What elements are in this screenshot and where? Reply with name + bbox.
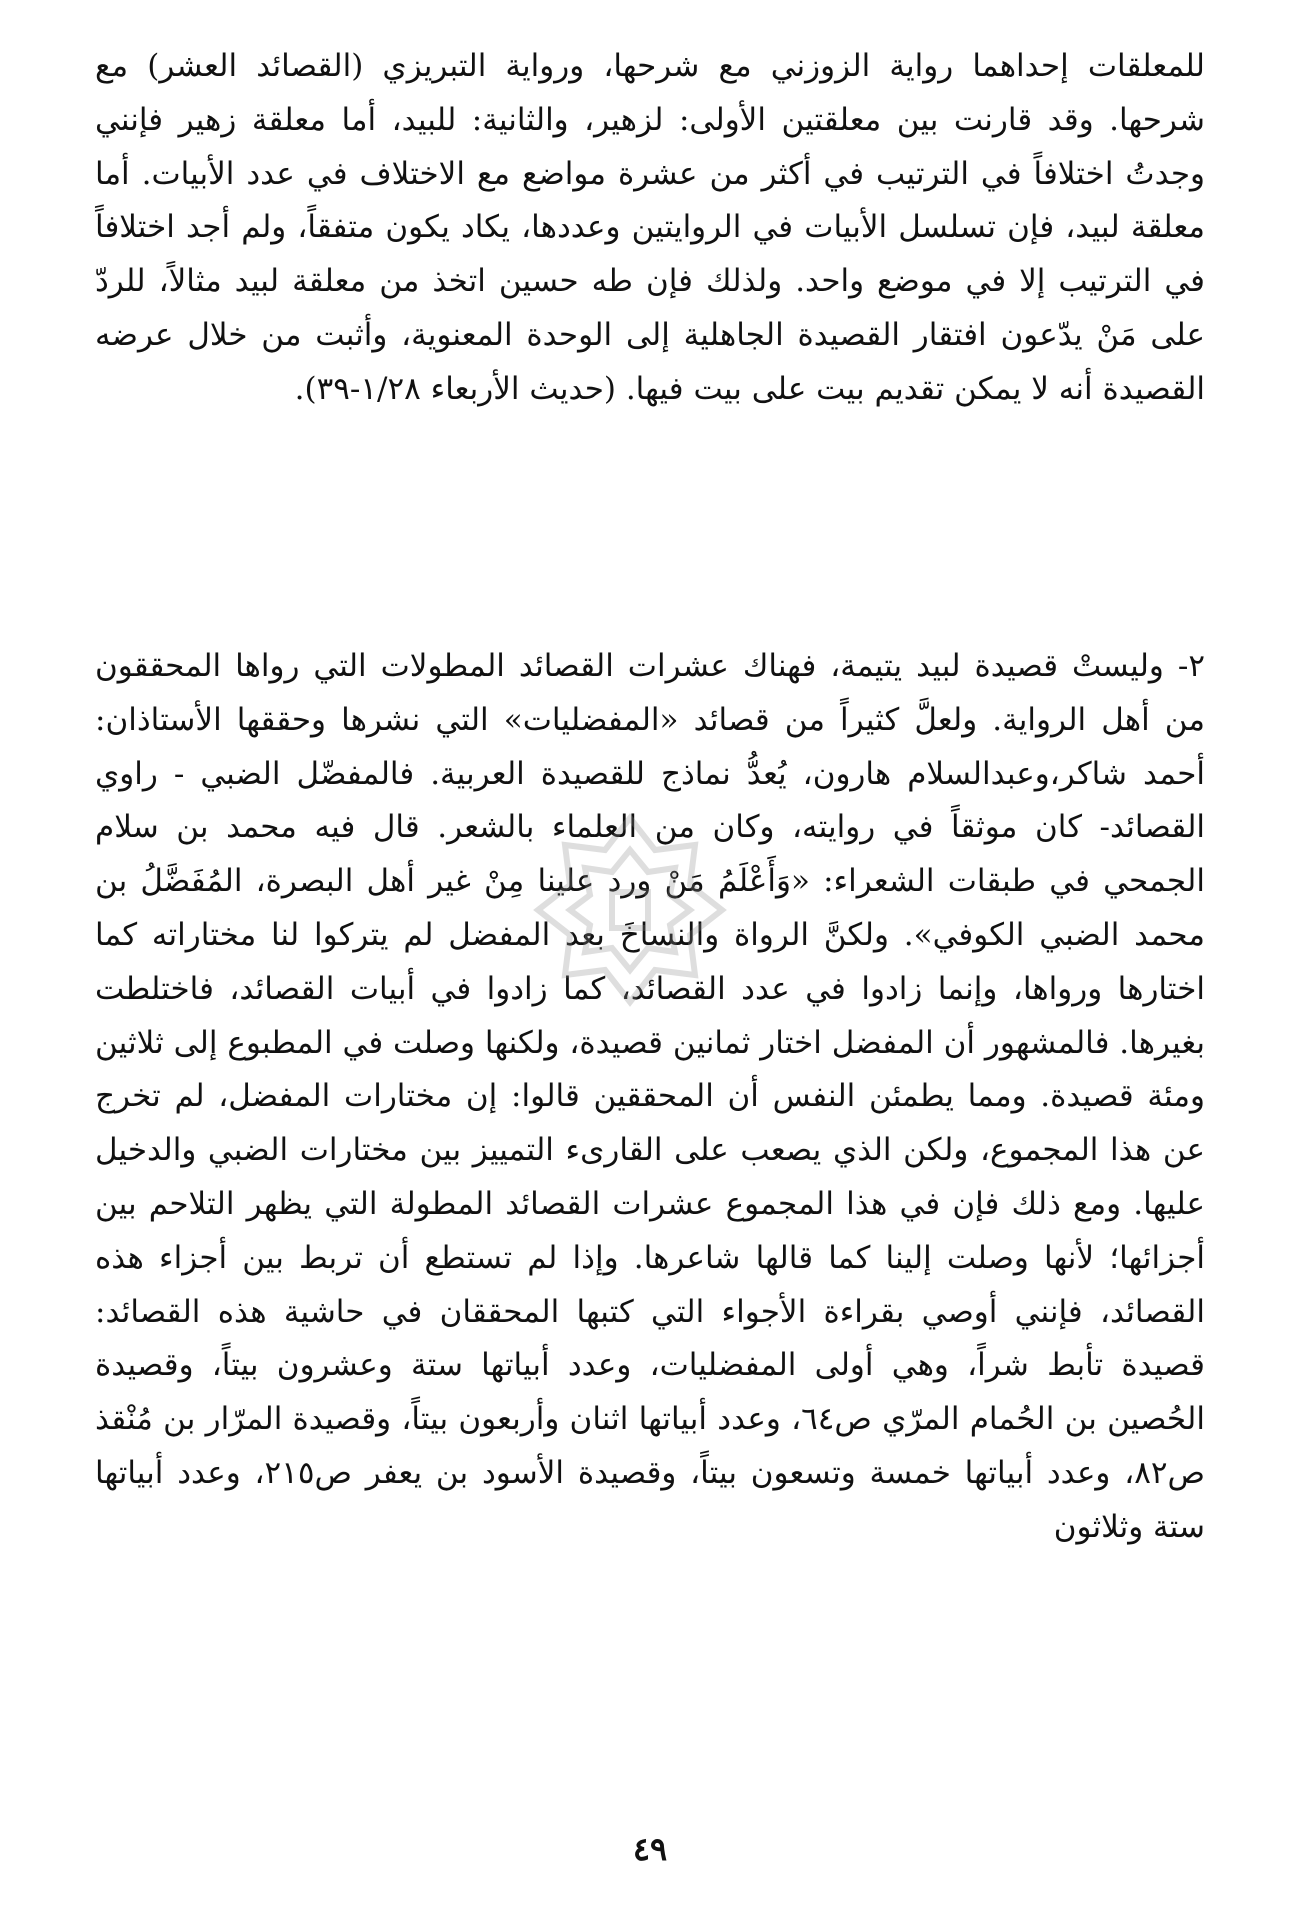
paragraph-mu-allaqat-comparison: للمعلقات إحداهما رواية الزوزني مع شرحها، ورواية التبريزي (القصائد العشر) مع شرحها. وقد قارنت بين معلقتين الأولى: لزهير، والثانية: للبيد، أما معلقة زهير فإنني وجدتُ اختلافاً في الترتيب في أكثر من عشرة مواضع مع الاختلاف في عدد الأبيات. أما معلقة لبيد، فإن تسلسل الأبيات في الروايتين وعددها، يكاد يكون متفقاً، ولم أجد اختلافاً في الترتيب إلا في موضع واحد. ولذلك فإن طه حسين اتخذ من معلقة لبيد مثالاً، للردّ على مَنْ يدّعون افتقار القصيدة الجاهلية إلى الوحدة المعنوية، وأثبت من خلال عرضه القصيدة أنه لا يمكن تقديم بيت على بيت فيها. (حديث الأربعاء ١/٢٨-٣٩). [95,48,1206,407]
document-page [95,40,1205,1900]
page-number: ٤٩ [632,1830,668,1868]
paragraph-mufaddaliyat: ٢- وليستْ قصيدة لبيد يتيمة، فهناك عشرات القصائد المطولات التي رواها المحققون من أهل الرواية. ولعلَّ كثيراً من قصائد «المفضليات» التي نشرها وحققها الأستاذان: أحمد شاكر،وعبدالسلام هارون، يُعدُّ نماذج للقصيدة العربية. فالمفضّل الضبي - راوي القصائد- كان موثقاً في روايته، وكان من العلماء بالشعر. قال فيه محمد بن سلام الجمحي في طبقات الشعراء: «وَأَعْلَمُ مَنْ ورد علينا مِنْ غير أهل البصرة، المُفَضَّلُ بن محمد الضبي الكوفي». ولكنَّ الرواة والنساخَ بعد المفضل لم يتركوا لنا مختاراته كما اختارها ورواها، وإنما زادوا في عدد القصائد، كما زادوا في أبيات القصائد، فاختلطت بغيرها. فالمشهور أن المفضل اختار ثمانين قصيدة، ولكنها وصلت في المطبوع إلى ثلاثين ومئة قصيدة. ومما يطمئن النفس أن المحققين قالوا: إن مختارات المفضل، لم تخرج عن هذا المجموع، ولكن الذي يصعب على القارىء التمييز بين مختارات الضبي والدخيل عليها. ومع ذلك فإن في هذا المجموع عشرات القصائد المطولة التي يظهر التلاحم بين أجزائها؛ لأنها وصلت إلينا كما قالها شاعرها. وإذا لم تستطع أن تربط بين أجزاء هذه القصائد، فإنني أوصي بقراءة الأجواء التي كتبها المحققان في حاشية هذه القصائد: قصيدة تأبط شراً، وهي أولى المفضليات، وعدد أبياتها ستة وعشرون بيتاً، وقصيدة الحُصين بن الحُمام المرّي ص٦٤، وعدد أبياتها اثنان وأربعون بيتاً، وقصيدة المرّار بن مُنْقذ ص٨٢، وعدد أبياتها خمسة وتسعون بيتاً، وقصيدة الأسود بن يعفر ص٢١٥، وعدد أبياتها ستة وثلاثون [95,648,1206,1545]
